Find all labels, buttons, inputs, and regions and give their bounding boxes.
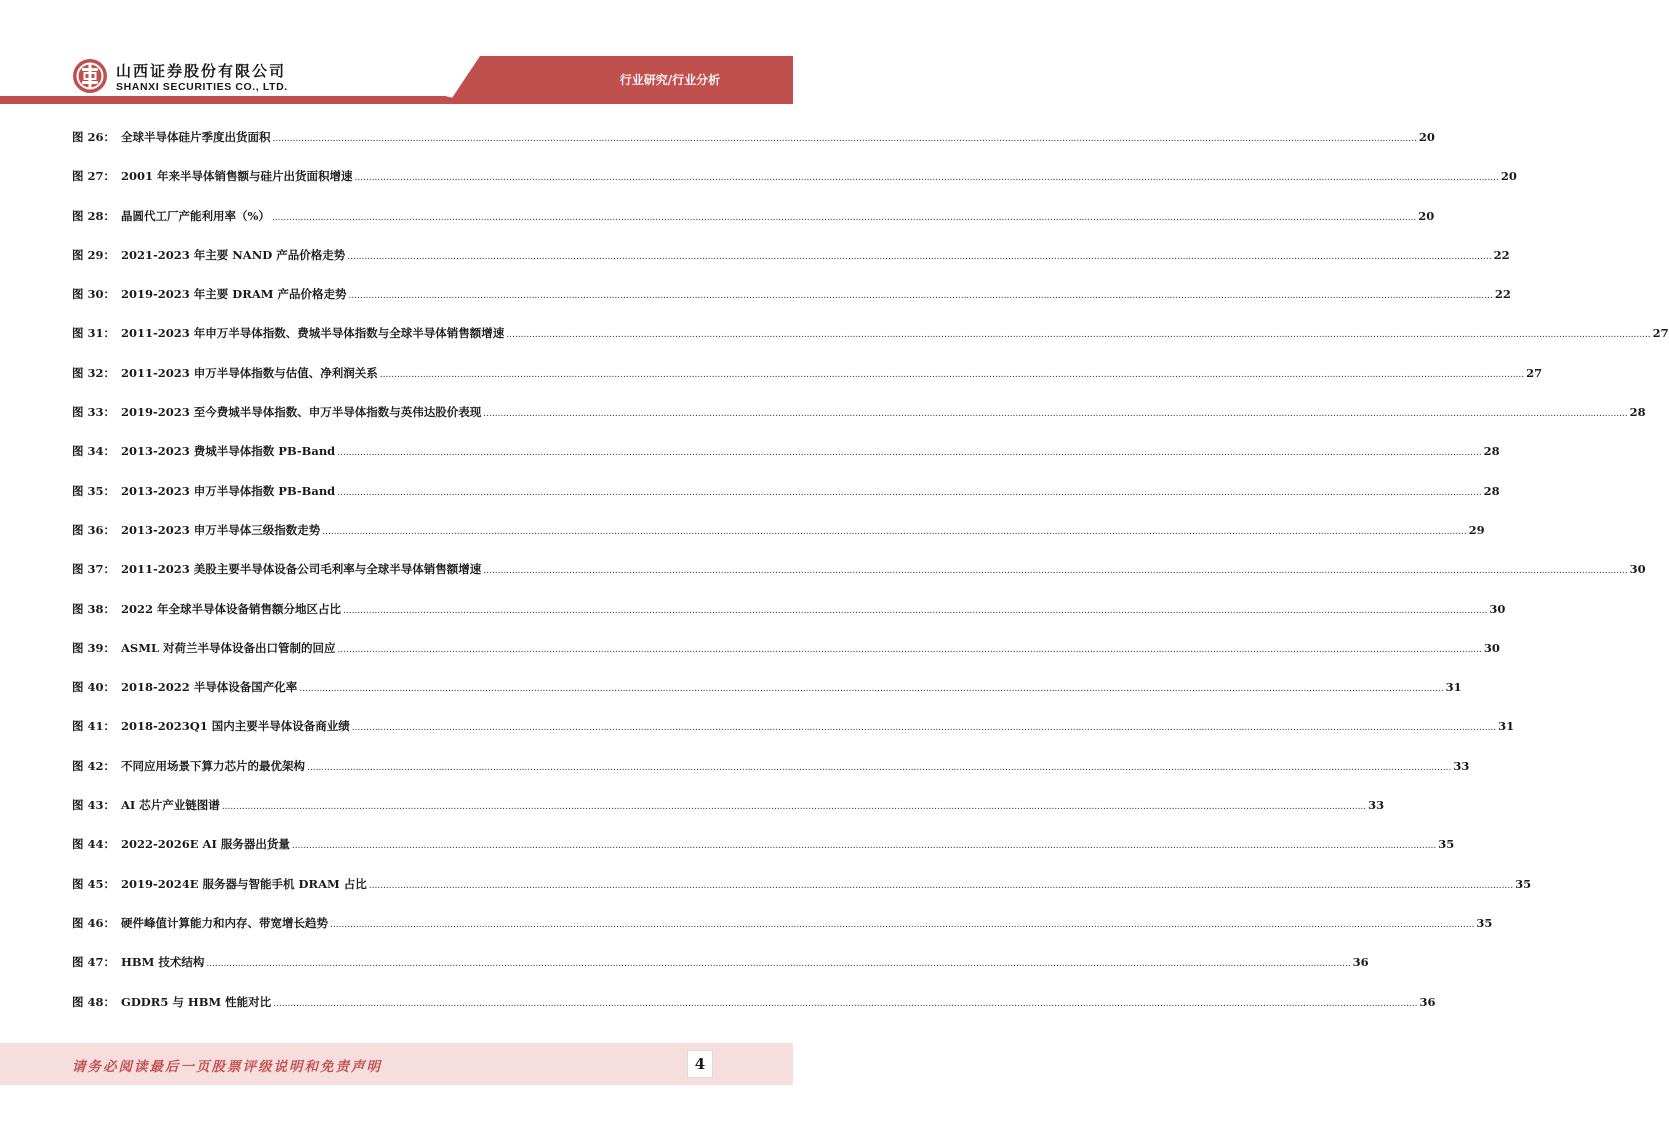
toc-leader-dots: ................................................................................................................................................................................................................................................................................................................................................................................................................: [299, 684, 1444, 695]
page-header: [0, 0, 793, 104]
toc-entry[interactable]: [72, 679, 1462, 718]
toc-leader-dots: ................................................................................................................................................................................................................................................................................................................................................................................................................: [337, 448, 1482, 459]
toc-figure-number: 图 41：: [72, 719, 116, 734]
toc-entry[interactable]: [72, 208, 1435, 247]
toc-page-number: 30: [1483, 640, 1500, 655]
toc-figure-title: 2011-2023 年申万半导体指数、费城半导体指数与全球半导体销售额增速: [121, 326, 505, 341]
toc-figure-number: 图 48：: [72, 994, 116, 1009]
toc-figure-number: 图 31：: [72, 326, 116, 341]
toc-figure-title: 2019-2023 年主要 DRAM 产品价格走势: [121, 287, 347, 302]
toc-leader-dots: ................................................................................................................................................................................................................................................................................................................................................................................................................: [273, 998, 1418, 1009]
toc-page-number: 20: [1418, 208, 1435, 223]
toc-leader-dots: ................................................................................................................................................................................................................................................................................................................................................................................................................: [348, 291, 1493, 302]
toc-figure-title: AI 芯片产业链图谱: [121, 798, 220, 813]
toc-figure-title: HBM 技术结构: [121, 955, 205, 970]
toc-figure-title: 2019-2023 至今费城半导体指数、申万半导体指数与英伟达股价表现: [121, 405, 482, 420]
toc-page-number: 20: [1418, 130, 1435, 144]
toc-entry[interactable]: [72, 876, 1532, 915]
toc-figure-title: 2013-2023 申万半导体指数 PB-Band: [121, 483, 336, 498]
header-band: [0, 0, 793, 104]
toc-leader-dots: ................................................................................................................................................................................................................................................................................................................................................................................................................: [354, 173, 1499, 184]
toc-entry[interactable]: [72, 325, 1669, 364]
toc-entry[interactable]: [72, 640, 1500, 679]
toc-figure-number: 图 36：: [72, 522, 116, 537]
toc-entry[interactable]: [72, 129, 1435, 168]
toc-entry[interactable]: [72, 443, 1500, 482]
toc-entry[interactable]: [72, 954, 1369, 993]
toc-figure-number: 图 46：: [72, 915, 116, 930]
company-name-cn: 山西证券股份有限公司: [116, 62, 287, 80]
toc-page-number: 27: [1652, 326, 1669, 341]
toc-entry[interactable]: [72, 522, 1485, 561]
toc-figure-title: 2013-2023 费城半导体指数 PB-Band: [121, 444, 336, 459]
toc-leader-dots: ................................................................................................................................................................................................................................................................................................................................................................................................................: [483, 566, 1628, 577]
toc-entry[interactable]: [72, 601, 1506, 640]
toc-figure-title: 2013-2023 申万半导体三级指数走势: [121, 522, 321, 537]
toc-figure-number: 图 33：: [72, 405, 116, 420]
toc-page-number: 22: [1494, 287, 1511, 302]
toc-page-number: 33: [1453, 758, 1470, 773]
toc-figure-title: 2011-2023 申万半导体指数与估值、净利润关系: [121, 365, 378, 380]
figure-list: [72, 129, 1669, 1033]
page-footer: [0, 1043, 793, 1085]
toc-leader-dots: ................................................................................................................................................................................................................................................................................................................................................................................................................: [368, 880, 1514, 891]
toc-figure-title: ASML 对荷兰半导体设备出口管制的回应: [121, 640, 336, 655]
toc-leader-dots: ................................................................................................................................................................................................................................................................................................................................................................................................................: [330, 919, 1475, 930]
company-name-en: SHANXI SECURITIES CO., LTD.: [116, 81, 288, 93]
toc-page-number: 29: [1468, 522, 1485, 537]
toc-leader-dots: ................................................................................................................................................................................................................................................................................................................................................................................................................: [343, 605, 1488, 616]
toc-figure-title: 2019-2024E 服务器与智能手机 DRAM 占比: [121, 876, 367, 891]
toc-figure-number: 图 26：: [72, 130, 116, 144]
toc-figure-number: 图 27：: [72, 169, 116, 184]
toc-page-number: 28: [1483, 444, 1500, 459]
toc-figure-number: 图 47：: [72, 955, 116, 970]
toc-page-number: 35: [1476, 915, 1493, 930]
toc-entry[interactable]: [72, 994, 1436, 1033]
toc-entry[interactable]: [72, 718, 1515, 757]
toc-entry[interactable]: [72, 797, 1385, 836]
toc-figure-number: 图 40：: [72, 680, 116, 695]
toc-figure-title: GDDR5 与 HBM 性能对比: [121, 994, 272, 1009]
toc-figure-number: 图 37：: [72, 562, 116, 577]
toc-page-number: 22: [1493, 247, 1510, 262]
toc-entry[interactable]: [72, 247, 1510, 286]
toc-figure-title: 2011-2023 美股主要半导体设备公司毛利率与全球半导体销售额增速: [121, 562, 482, 577]
toc-figure-number: 图 39：: [72, 640, 116, 655]
page-number: 4: [687, 1050, 713, 1078]
toc-page-number: 31: [1445, 680, 1462, 695]
toc-figure-title: 2018-2023Q1 国内主要半导体设备商业绩: [121, 719, 350, 734]
toc-entry[interactable]: [72, 758, 1470, 797]
toc-entry[interactable]: [72, 561, 1646, 600]
toc-entry[interactable]: [72, 836, 1455, 875]
toc-figure-title: 2001 年来半导体销售额与硅片出货面积增速: [121, 169, 353, 184]
toc-entry[interactable]: [72, 483, 1500, 522]
toc-page-number: 36: [1352, 955, 1369, 970]
toc-figure-number: 图 35：: [72, 483, 116, 498]
toc-figure-title: 硬件峰值计算能力和内存、带宽增长趋势: [121, 915, 328, 930]
section-tag: 行业研究/行业分析: [619, 73, 721, 87]
toc-figure-number: 图 42：: [72, 758, 116, 773]
toc-figure-number: 图 44：: [72, 837, 116, 852]
toc-entry[interactable]: [72, 915, 1493, 954]
toc-page-number: 35: [1515, 876, 1532, 891]
toc-figure-number: 图 38：: [72, 601, 116, 616]
toc-leader-dots: ................................................................................................................................................................................................................................................................................................................................................................................................................: [506, 330, 1651, 341]
toc-entry[interactable]: [72, 286, 1511, 325]
toc-leader-dots: ................................................................................................................................................................................................................................................................................................................................................................................................................: [272, 134, 1417, 144]
toc-figure-number: 图 34：: [72, 444, 116, 459]
toc-page-number: 36: [1419, 994, 1436, 1009]
toc-figure-title: 2021-2023 年主要 NAND 产品价格走势: [121, 247, 346, 262]
toc-figure-number: 图 45：: [72, 876, 116, 891]
toc-figure-title: 晶圆代工厂产能利用率（%）: [121, 208, 270, 223]
toc-leader-dots: ................................................................................................................................................................................................................................................................................................................................................................................................................: [379, 369, 1525, 380]
toc-figure-number: 图 29：: [72, 247, 116, 262]
toc-figure-title: 全球半导体硅片季度出货面积: [121, 130, 271, 144]
toc-figure-title: 2018-2022 半导体设备国产化率: [121, 680, 298, 695]
toc-figure-number: 图 32：: [72, 365, 116, 380]
toc-leader-dots: ................................................................................................................................................................................................................................................................................................................................................................................................................: [337, 487, 1482, 498]
toc-page-number: 30: [1489, 601, 1506, 616]
toc-page-number: 28: [1629, 405, 1646, 420]
toc-leader-dots: ................................................................................................................................................................................................................................................................................................................................................................................................................: [221, 802, 1367, 813]
toc-page-number: 35: [1438, 837, 1455, 852]
toc-leader-dots: ................................................................................................................................................................................................................................................................................................................................................................................................................: [271, 212, 1417, 223]
toc-figure-number: 图 30：: [72, 287, 116, 302]
toc-figure-number: 图 43：: [72, 798, 116, 813]
toc-entry[interactable]: [72, 168, 1517, 207]
toc-page-number: 33: [1368, 798, 1385, 813]
toc-leader-dots: ................................................................................................................................................................................................................................................................................................................................................................................................................: [206, 959, 1351, 970]
toc-page-number: 28: [1483, 483, 1500, 498]
toc-figure-number: 图 28：: [72, 208, 116, 223]
toc-leader-dots: ................................................................................................................................................................................................................................................................................................................................................................................................................: [291, 841, 1437, 852]
toc-leader-dots: ................................................................................................................................................................................................................................................................................................................................................................................................................: [307, 762, 1452, 773]
toc-leader-dots: ................................................................................................................................................................................................................................................................................................................................................................................................................: [347, 251, 1492, 262]
toc-page-number: 20: [1500, 169, 1517, 184]
toc-leader-dots: ................................................................................................................................................................................................................................................................................................................................................................................................................: [483, 409, 1628, 420]
toc-page-number: 30: [1629, 562, 1646, 577]
toc-figure-title: 2022 年全球半导体设备销售额分地区占比: [121, 601, 342, 616]
toc-figure-title: 2022-2026E AI 服务器出货量: [121, 837, 290, 852]
toc-leader-dots: ................................................................................................................................................................................................................................................................................................................................................................................................................: [351, 723, 1497, 734]
toc-figure-title: 不同应用场景下算力芯片的最优架构: [121, 758, 305, 773]
toc-page-number: 27: [1526, 365, 1543, 380]
toc-leader-dots: ................................................................................................................................................................................................................................................................................................................................................................................................................: [337, 644, 1482, 655]
toc-page-number: 31: [1498, 719, 1515, 734]
toc-leader-dots: ................................................................................................................................................................................................................................................................................................................................................................................................................: [322, 526, 1467, 537]
toc-entry[interactable]: [72, 404, 1646, 443]
disclaimer-notice: 请务必阅读最后一页股票评级说明和免责声明: [72, 1059, 382, 1075]
toc-entry[interactable]: [72, 365, 1543, 404]
